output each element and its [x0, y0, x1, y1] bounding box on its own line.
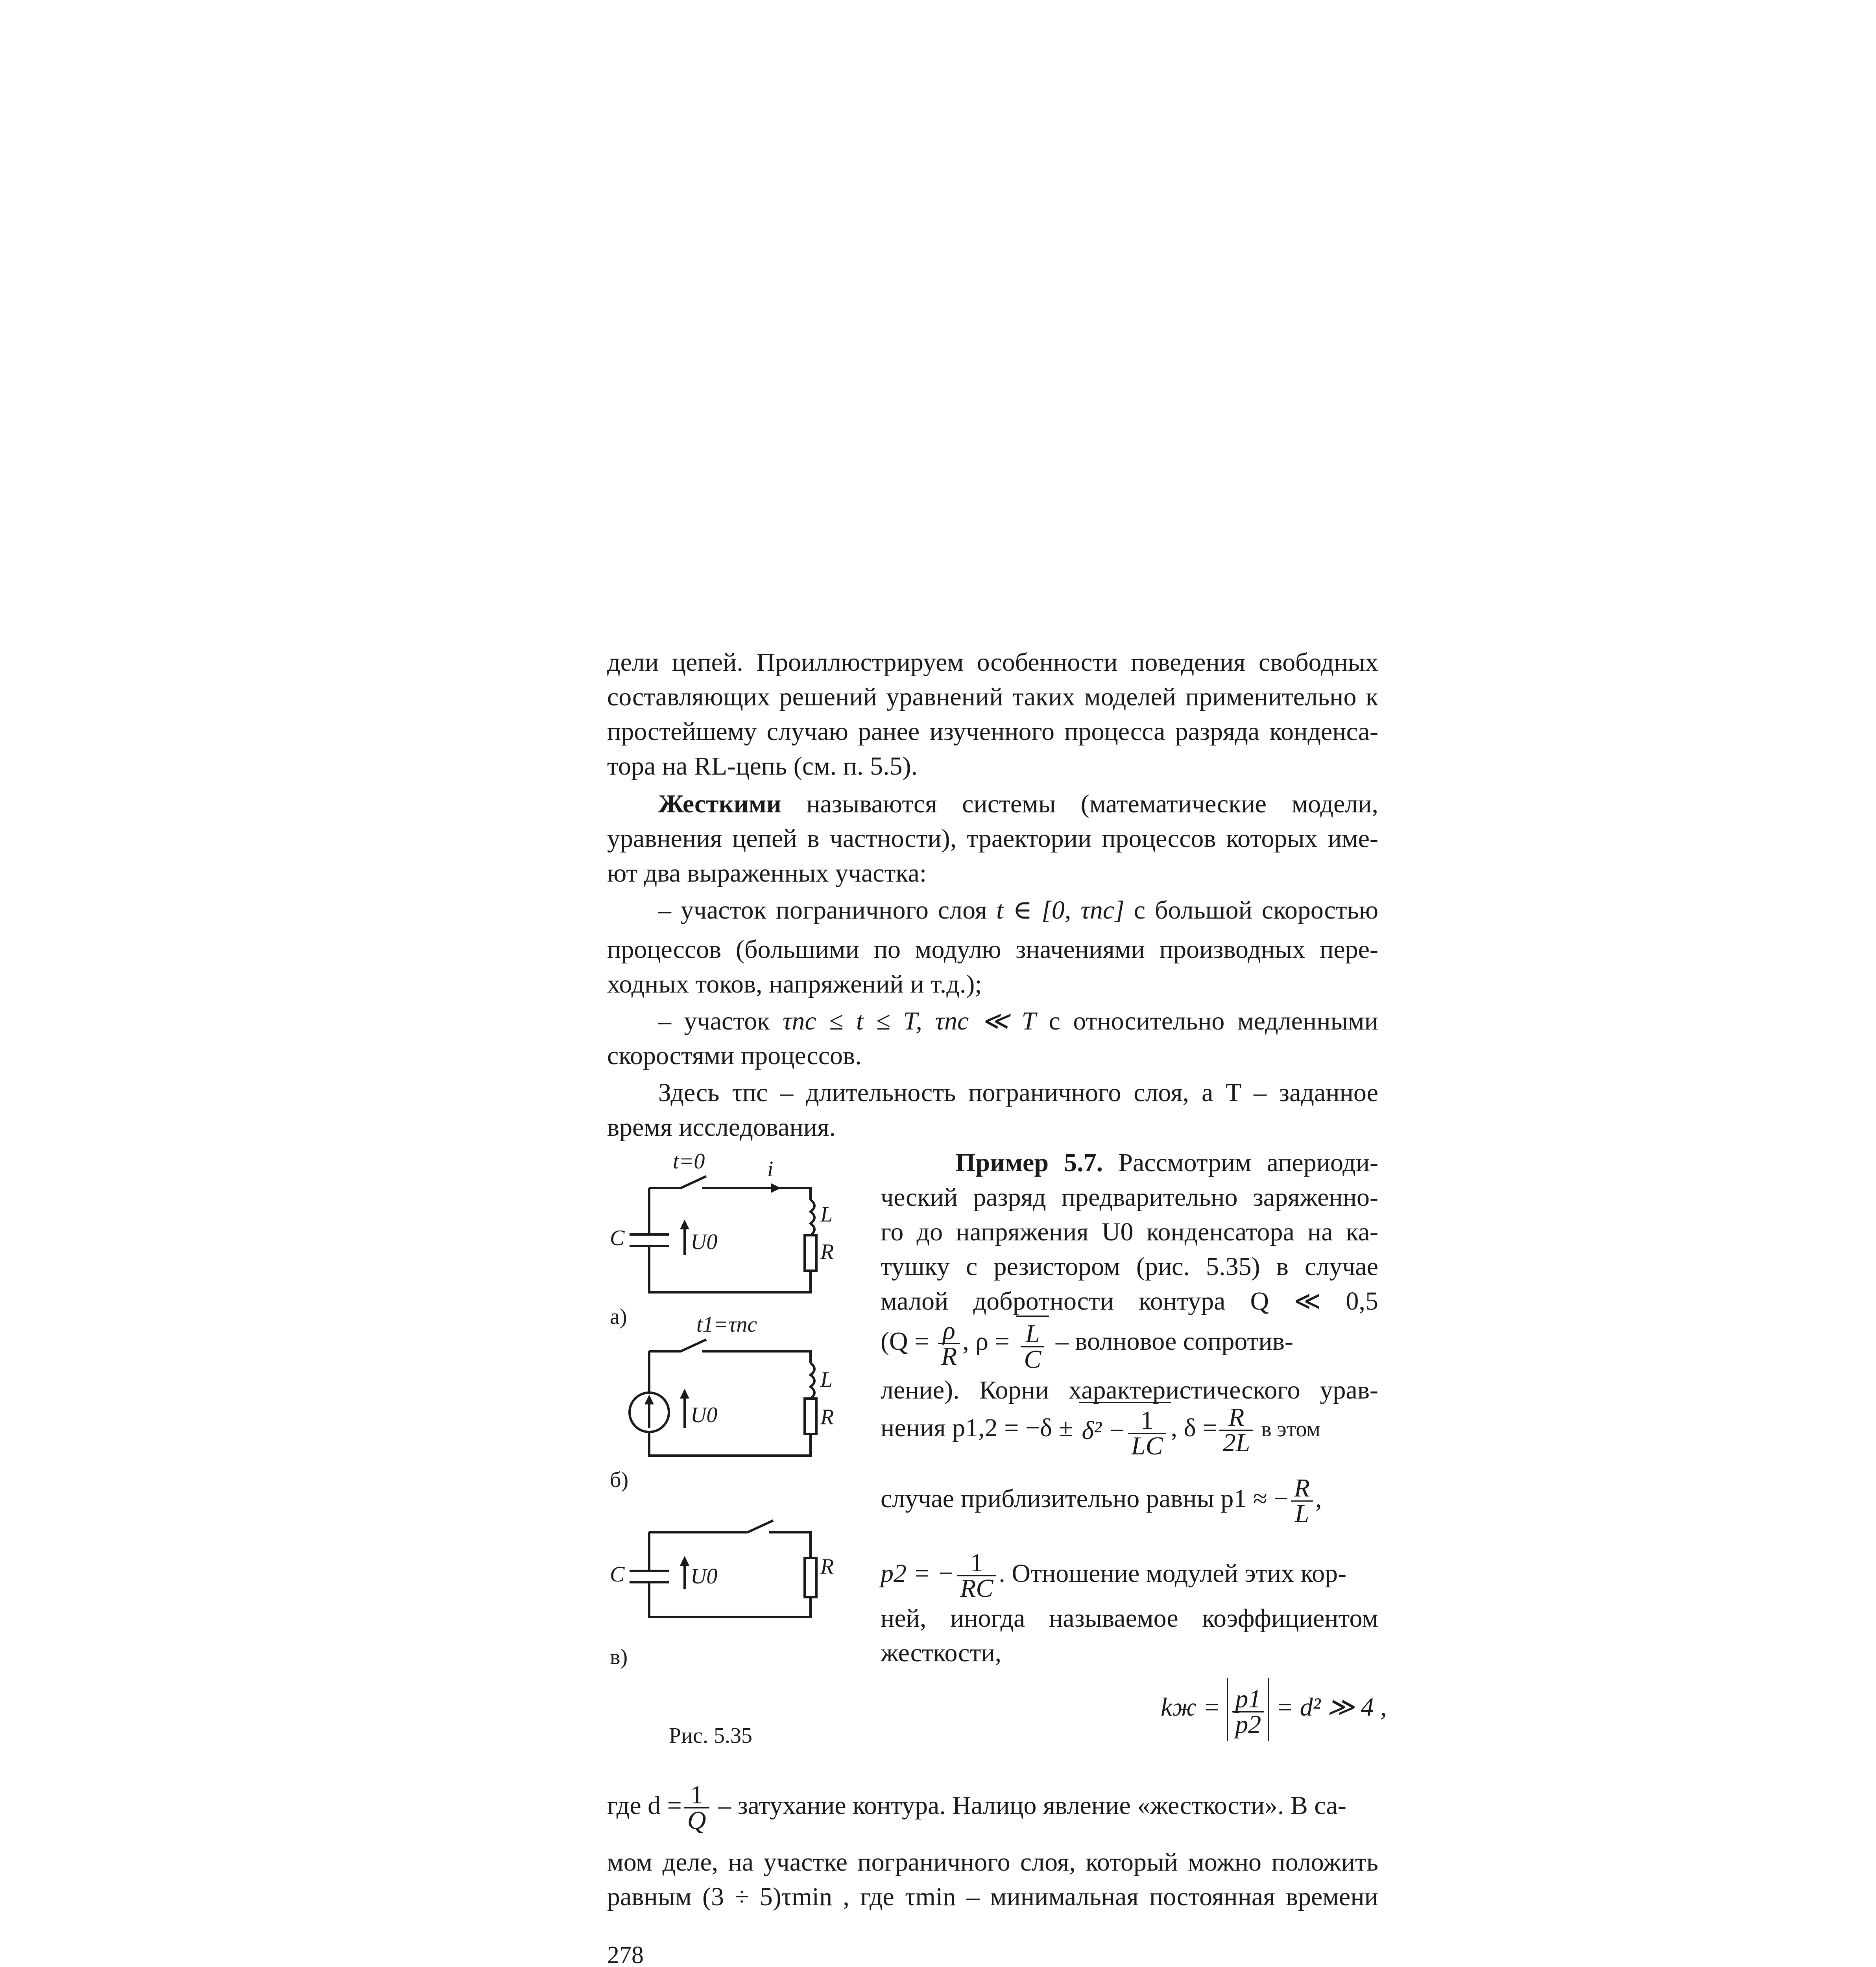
text-line: тушку с резистором (рис. 5.35) в случае — [881, 1252, 1378, 1281]
panel-label-b: б) — [610, 1468, 629, 1492]
text-line: ют два выраженных участка: — [607, 859, 927, 888]
resistor-label: R — [820, 1405, 834, 1429]
formula-approx: случае приблизительно равны p1 ≈ − $\frac{R}{L}$ , — [881, 1474, 1322, 1528]
resistor-label: R — [820, 1240, 834, 1264]
voltage-label: U0 — [691, 1564, 718, 1589]
panel-label-c: в) — [610, 1645, 628, 1669]
capacitor-label: C — [610, 1226, 625, 1250]
page-number: 278 — [607, 1942, 644, 1967]
inductor-label: L — [820, 1367, 833, 1392]
switch-label-a: t=0 — [673, 1149, 705, 1174]
text-line: время исследования. — [607, 1113, 836, 1142]
text-line: равным (3 ÷ 5)τmin , где τmin – минимальная постоянная времени — [607, 1882, 1378, 1911]
text-line: го до напряжения U0 конденсатора на ка- — [881, 1218, 1378, 1246]
current-label: i — [767, 1157, 774, 1181]
list-item: – участок τпс ≤ t ≤ T, τпс ≪ T с относительно медленными — [658, 1007, 1378, 1035]
text-line: Здесь τпс – длительность пограничного слоя, а T – заданное — [658, 1078, 1378, 1107]
example-heading: Пример 5.7. Рассмотрим апериоди- — [955, 1148, 1378, 1177]
resistor-label: R — [820, 1554, 834, 1579]
voltage-label: U0 — [691, 1230, 718, 1254]
square-root: $\frac{L}{C}$ — [1016, 1316, 1049, 1372]
formula-stiffness: kж = $\frac{p1}{p2}$ = d² ≫ 4 , — [1161, 1676, 1397, 1741]
capacitor-label: C — [610, 1562, 625, 1587]
text-line: составляющих решений уравнений таких моделей применительно к — [607, 683, 1378, 711]
fraction: $\frac{\rho}{R}$ — [938, 1319, 960, 1369]
voltage-label: U0 — [691, 1403, 718, 1427]
figure-caption: Рис. 5.35 — [669, 1723, 752, 1748]
text-line: скоростями процессов. — [607, 1041, 862, 1070]
text-line: малой добротности контура Q ≪ 0,5 — [881, 1287, 1378, 1316]
text-line: процессов (большими по модулю значениями производных пере- — [607, 935, 1378, 964]
text-line: простейшему случаю ранее изученного процесса разряда конденса- — [607, 717, 1378, 746]
text-line: ческий разряд предварительно заряженно- — [881, 1183, 1378, 1212]
text-line: ходных токов, напряжений и т.д.); — [607, 970, 982, 998]
list-item: – участок пограничного слоя t ∈ [0, τпс] с большой скоростью — [658, 896, 1378, 924]
text-line: ней, иногда называемое коэффициентом — [881, 1604, 1378, 1633]
circuit-figure — [606, 1141, 881, 1755]
inductor-label: L — [820, 1202, 833, 1227]
text-line: тора на RL-цепь (см. п. 5.5). — [607, 752, 918, 781]
text-line: ление). Корни характеристического урав- — [881, 1376, 1378, 1404]
text-line: мом деле, на участке пограничного слоя, который можно положить — [607, 1848, 1378, 1877]
math-inline: t ∈ [0, τпс] — [996, 896, 1124, 924]
stiff-term: Жесткими — [658, 790, 781, 818]
formula-q-rho: (Q = $\frac{\rho}{R}$ , ρ = $\frac{L}{C}$ – волновое сопротив- — [881, 1316, 1293, 1374]
formula-p2: p2 = − $\frac{1}{RC}$ . Отношение модулей этих кор- — [881, 1548, 1347, 1603]
definition-line: Жесткими называются системы (математические модели, — [658, 790, 1378, 818]
text-line: уравнения цепей в частности), траектории процессов которых име- — [607, 824, 1378, 853]
switch-label-b: t1=τпс — [696, 1312, 757, 1337]
formula-where: где d = $\frac{1}{Q}$ – затухание контура. Налицо явление «жесткости». В са- — [607, 1781, 1346, 1835]
text-line: жесткости, — [881, 1639, 1002, 1667]
panel-label-a: а) — [610, 1305, 627, 1329]
math-inline: τпс ≤ t ≤ T, τпс ≪ T — [782, 1007, 1036, 1035]
formula-roots: нения p1,2 = −δ ± δ² − $\frac{1}{LC}$ , δ = $\frac{R}{2L}$ в этом — [881, 1403, 1320, 1460]
text-line: дели цепей. Проиллюстрируем особенности поведения свободных — [607, 648, 1378, 677]
